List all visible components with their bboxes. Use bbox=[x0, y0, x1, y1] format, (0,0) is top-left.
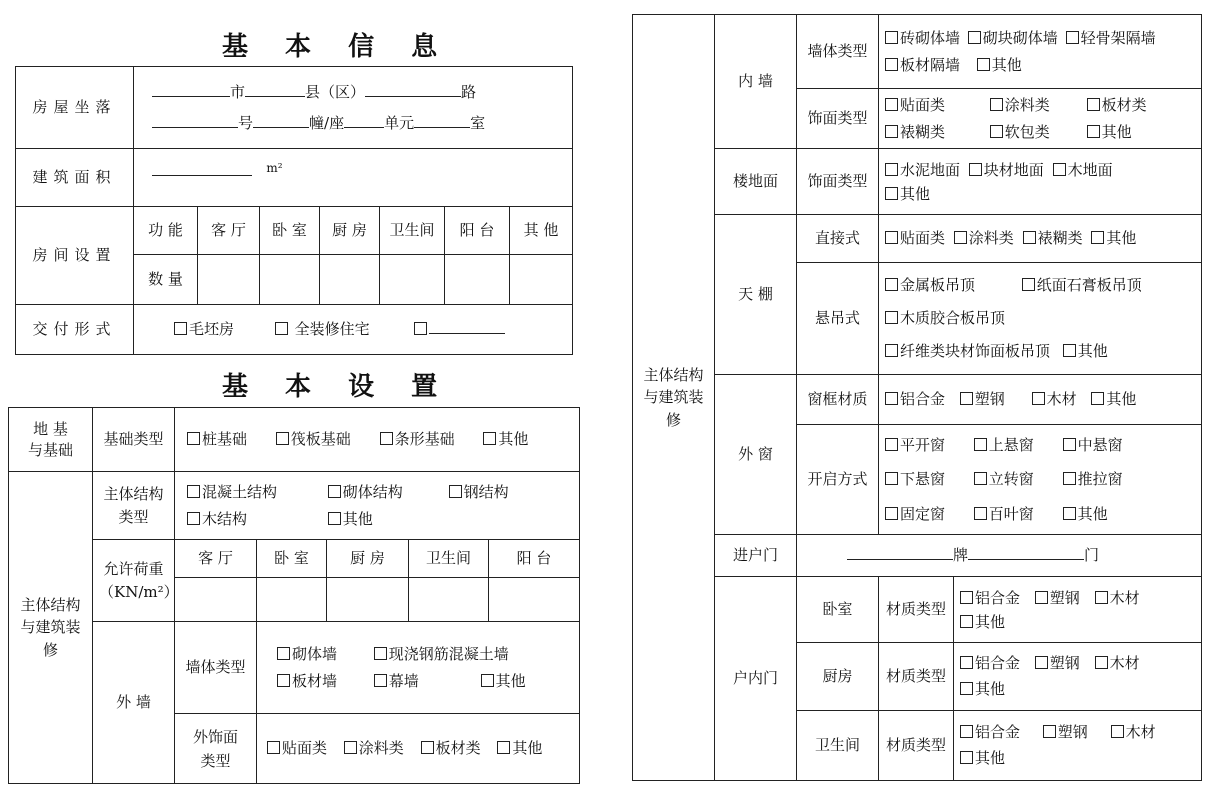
right-settings-table bbox=[632, 14, 1202, 781]
open-option[interactable]: 推拉窗 bbox=[1063, 462, 1123, 497]
basic-info-table bbox=[15, 66, 573, 355]
checkbox-icon[interactable] bbox=[276, 432, 289, 445]
entry-door-field[interactable]: 牌 门 bbox=[797, 535, 1202, 577]
checkbox-icon[interactable] bbox=[885, 311, 898, 324]
load-col-header: 客 厅 bbox=[175, 540, 257, 578]
checkbox-icon[interactable] bbox=[1035, 656, 1048, 669]
entry-door-label: 进户门 bbox=[715, 535, 797, 577]
bathroom-material-label: 材质类型 bbox=[879, 711, 954, 781]
area-label: 建筑面积 bbox=[16, 149, 134, 207]
rooms-header-cell: 客 厅 bbox=[198, 207, 260, 255]
checkbox-icon[interactable] bbox=[1063, 344, 1076, 357]
checkbox-icon[interactable] bbox=[960, 725, 973, 738]
bedroom-door-options bbox=[954, 577, 1202, 643]
checkbox-icon[interactable] bbox=[267, 741, 280, 754]
finish-option[interactable]: 贴面类 bbox=[267, 737, 327, 760]
structure-option[interactable]: 钢结构 bbox=[449, 479, 509, 505]
blank-line[interactable] bbox=[152, 111, 238, 128]
wall-type-options bbox=[257, 622, 580, 714]
checkbox-icon[interactable] bbox=[374, 674, 387, 687]
door-option[interactable]: 塑钢 bbox=[1035, 586, 1080, 610]
load-cell[interactable] bbox=[489, 578, 580, 622]
door-option[interactable]: 木材 bbox=[1095, 651, 1140, 677]
kitchen-door-options bbox=[954, 643, 1202, 711]
structure-option[interactable]: 砌体结构 bbox=[328, 479, 444, 505]
checkbox-icon[interactable] bbox=[974, 438, 987, 451]
checkbox-icon[interactable] bbox=[1087, 125, 1100, 138]
checkbox-icon[interactable] bbox=[885, 58, 898, 71]
delivery-option[interactable]: 毛坯房 bbox=[174, 318, 234, 341]
checkbox-icon[interactable] bbox=[187, 485, 200, 498]
door-option[interactable]: 铝合金 bbox=[960, 720, 1020, 746]
floor-option[interactable]: 木地面 bbox=[1053, 158, 1113, 182]
foundation-type-label: 基础类型 bbox=[93, 408, 175, 472]
checkbox-icon[interactable] bbox=[483, 432, 496, 445]
door-option[interactable]: 铝合金 bbox=[960, 651, 1020, 677]
inner-wall-label: 内 墙 bbox=[715, 15, 797, 149]
direct-option[interactable]: 其他 bbox=[1091, 227, 1136, 250]
frame-option[interactable]: 木材 bbox=[1032, 388, 1077, 411]
finish-option[interactable]: 板材类 bbox=[421, 737, 481, 760]
checkbox-icon[interactable] bbox=[1043, 725, 1056, 738]
door-option[interactable]: 木材 bbox=[1111, 720, 1156, 746]
finish-option[interactable]: 其他 bbox=[497, 737, 542, 760]
checkbox-icon[interactable] bbox=[374, 647, 387, 660]
checkbox-icon[interactable] bbox=[277, 647, 290, 660]
checkbox-icon[interactable] bbox=[885, 231, 898, 244]
blank-line[interactable] bbox=[253, 111, 309, 128]
floor-option[interactable]: 水泥地面 bbox=[885, 158, 960, 182]
structure-option[interactable]: 其他 bbox=[328, 506, 373, 532]
rooms-header-cell: 功 能 bbox=[134, 207, 198, 255]
checkbox-icon[interactable] bbox=[990, 125, 1003, 138]
open-option[interactable]: 其他 bbox=[1063, 497, 1108, 532]
suspended-option[interactable]: 纸面石膏板吊顶 bbox=[1022, 269, 1142, 302]
open-option[interactable]: 中悬窗 bbox=[1063, 428, 1123, 463]
checkbox-icon[interactable] bbox=[1095, 591, 1108, 604]
wall-option[interactable]: 幕墙 bbox=[374, 668, 476, 695]
delivery-option[interactable]: 全装修住宅 bbox=[275, 318, 370, 341]
frame-option[interactable]: 塑钢 bbox=[960, 388, 1005, 411]
finish-option[interactable]: 涂料类 bbox=[344, 737, 404, 760]
rooms-label: 房间设置 bbox=[16, 207, 134, 305]
checkbox-icon[interactable] bbox=[885, 344, 898, 357]
inner-wall-option[interactable]: 轻骨架隔墙 bbox=[1066, 25, 1156, 52]
window-frame-label: 窗框材质 bbox=[797, 375, 879, 425]
open-option[interactable]: 立转窗 bbox=[974, 462, 1058, 497]
direct-option[interactable]: 裱糊类 bbox=[1023, 227, 1083, 250]
window-frame-options bbox=[879, 375, 1202, 425]
door-option[interactable]: 其他 bbox=[960, 746, 1005, 772]
inner-finish-type-label: 饰面类型 bbox=[797, 89, 879, 149]
load-cell[interactable] bbox=[327, 578, 409, 622]
area-field[interactable]: m² bbox=[134, 149, 573, 207]
inner-finish-option[interactable]: 软包类 bbox=[990, 119, 1082, 146]
load-col-header: 阳 台 bbox=[489, 540, 580, 578]
checkbox-icon[interactable] bbox=[481, 674, 494, 687]
direct-ceiling-options bbox=[879, 215, 1202, 263]
checkbox-icon[interactable] bbox=[1063, 507, 1076, 520]
checkbox-icon[interactable] bbox=[960, 656, 973, 669]
checkbox-icon[interactable] bbox=[885, 278, 898, 291]
foundation-option[interactable]: 桩基础 bbox=[187, 428, 247, 451]
load-col-header: 卫生间 bbox=[409, 540, 489, 578]
checkbox-icon[interactable] bbox=[414, 322, 427, 335]
location-label: 房屋坐落 bbox=[16, 67, 134, 149]
bathroom-door-options bbox=[954, 711, 1202, 781]
checkbox-icon[interactable] bbox=[974, 507, 987, 520]
door-option[interactable]: 塑钢 bbox=[1035, 651, 1080, 677]
checkbox-icon[interactable] bbox=[1023, 231, 1036, 244]
checkbox-icon[interactable] bbox=[1022, 278, 1035, 291]
door-option[interactable]: 木材 bbox=[1095, 586, 1140, 610]
checkbox-icon[interactable] bbox=[885, 31, 898, 44]
blank-line[interactable] bbox=[847, 543, 953, 560]
rooms-header-cell: 卫生间 bbox=[380, 207, 445, 255]
inner-finish-option[interactable]: 其他 bbox=[1087, 119, 1132, 146]
checkbox-icon[interactable] bbox=[1091, 392, 1104, 405]
blank-line[interactable] bbox=[152, 159, 252, 176]
inner-wall-options bbox=[879, 15, 1202, 89]
exterior-finish-label: 外饰面 类型 bbox=[175, 714, 257, 784]
checkbox-icon[interactable] bbox=[885, 187, 898, 200]
checkbox-icon[interactable] bbox=[275, 322, 288, 335]
checkbox-icon[interactable] bbox=[954, 231, 967, 244]
structure-option[interactable]: 木结构 bbox=[187, 506, 323, 532]
allowed-load-label: 允许荷重 （KN/m²） bbox=[93, 540, 175, 622]
checkbox-icon[interactable] bbox=[990, 98, 1003, 111]
open-option[interactable]: 下悬窗 bbox=[885, 462, 969, 497]
rooms-header-cell: 厨 房 bbox=[320, 207, 380, 255]
checkbox-icon[interactable] bbox=[969, 163, 982, 176]
checkbox-icon[interactable] bbox=[885, 98, 898, 111]
checkbox-icon[interactable] bbox=[1063, 438, 1076, 451]
checkbox-icon[interactable] bbox=[1091, 231, 1104, 244]
bathroom-door-label: 卫生间 bbox=[797, 711, 879, 781]
wall-type-label: 墙体类型 bbox=[175, 622, 257, 714]
checkbox-icon[interactable] bbox=[960, 591, 973, 604]
ceiling-label: 天 棚 bbox=[715, 215, 797, 375]
door-option[interactable]: 铝合金 bbox=[960, 586, 1020, 610]
checkbox-icon[interactable] bbox=[187, 432, 200, 445]
inner-wall-option[interactable]: 板材隔墙 bbox=[885, 52, 960, 79]
checkbox-icon[interactable] bbox=[885, 163, 898, 176]
bedroom-door-label: 卧室 bbox=[797, 577, 879, 643]
checkbox-icon[interactable] bbox=[1095, 656, 1108, 669]
floor-option[interactable]: 其他 bbox=[885, 182, 930, 206]
checkbox-icon[interactable] bbox=[885, 392, 898, 405]
checkbox-icon[interactable] bbox=[328, 485, 341, 498]
blank-line[interactable] bbox=[414, 111, 470, 128]
open-option[interactable]: 百叶窗 bbox=[974, 497, 1058, 532]
foundation-options bbox=[175, 408, 580, 472]
open-option[interactable]: 平开窗 bbox=[885, 428, 969, 463]
load-col-header: 卧 室 bbox=[257, 540, 327, 578]
checkbox-icon[interactable] bbox=[449, 485, 462, 498]
blank-line[interactable] bbox=[152, 80, 230, 97]
checkbox-icon[interactable] bbox=[885, 507, 898, 520]
inner-wall-option[interactable]: 砌块砌体墙 bbox=[968, 25, 1058, 52]
suspended-option[interactable]: 纤维类块材饰面板吊顶 bbox=[885, 335, 1050, 368]
rooms-header-cell: 其 他 bbox=[510, 207, 573, 255]
wall-option[interactable]: 砌体墙 bbox=[277, 641, 369, 668]
wall-option[interactable]: 板材墙 bbox=[277, 668, 369, 695]
checkbox-icon[interactable] bbox=[1053, 163, 1066, 176]
checkbox-icon[interactable] bbox=[421, 741, 434, 754]
qty-cell[interactable] bbox=[380, 255, 445, 305]
foundation-label: 地 基 与基础 bbox=[9, 408, 93, 472]
checkbox-icon[interactable] bbox=[885, 472, 898, 485]
checkbox-icon[interactable] bbox=[187, 512, 200, 525]
floor-option[interactable]: 块材地面 bbox=[969, 158, 1044, 182]
floor-finish-type-label: 饰面类型 bbox=[797, 149, 879, 215]
wall-option[interactable]: 其他 bbox=[481, 668, 526, 695]
frame-option[interactable]: 其他 bbox=[1091, 388, 1136, 411]
suspended-ceiling-options bbox=[879, 263, 1202, 375]
foundation-option[interactable]: 其他 bbox=[483, 428, 528, 451]
checkbox-icon[interactable] bbox=[885, 438, 898, 451]
structure-type-label: 主体结构 类型 bbox=[93, 472, 175, 540]
checkbox-icon[interactable] bbox=[1066, 31, 1079, 44]
floor-options bbox=[879, 149, 1202, 215]
delivery-label: 交付形式 bbox=[16, 305, 134, 355]
load-col-header: 厨 房 bbox=[327, 540, 409, 578]
window-opening-label: 开启方式 bbox=[797, 425, 879, 535]
checkbox-icon[interactable] bbox=[968, 31, 981, 44]
open-option[interactable]: 固定窗 bbox=[885, 497, 969, 532]
inner-finish-options bbox=[879, 89, 1202, 149]
suspended-option[interactable]: 木质胶合板吊顶 bbox=[885, 302, 1005, 335]
checkbox-icon[interactable] bbox=[974, 472, 987, 485]
qty-cell[interactable] bbox=[510, 255, 573, 305]
main-structure-label: 主体结构 与建筑装 修 bbox=[9, 472, 93, 784]
inner-finish-option[interactable]: 裱糊类 bbox=[885, 119, 985, 146]
checkbox-icon[interactable] bbox=[1035, 591, 1048, 604]
suspended-option[interactable]: 金属板吊顶 bbox=[885, 269, 1017, 302]
checkbox-icon[interactable] bbox=[1032, 392, 1045, 405]
structure-option[interactable]: 混凝土结构 bbox=[187, 479, 323, 505]
direct-option[interactable]: 贴面类 bbox=[885, 227, 945, 250]
inner-finish-option[interactable]: 涂料类 bbox=[990, 92, 1082, 119]
qty-cell[interactable] bbox=[445, 255, 510, 305]
inner-wall-option[interactable]: 其他 bbox=[977, 52, 1022, 79]
checkbox-icon[interactable] bbox=[1063, 472, 1076, 485]
exterior-finish-options bbox=[257, 714, 580, 784]
inner-wall-option[interactable]: 砖砌体墙 bbox=[885, 25, 960, 52]
foundation-option[interactable]: 筏板基础 bbox=[276, 428, 351, 451]
door-option[interactable]: 塑钢 bbox=[1043, 720, 1088, 746]
exterior-wall-label: 外 墙 bbox=[93, 622, 175, 784]
rooms-header-cell: 阳 台 bbox=[445, 207, 510, 255]
blank-line[interactable] bbox=[365, 80, 461, 97]
load-cell[interactable] bbox=[175, 578, 257, 622]
checkbox-icon[interactable] bbox=[960, 682, 973, 695]
checkbox-icon[interactable] bbox=[1087, 98, 1100, 111]
blank-line[interactable] bbox=[344, 111, 384, 128]
bedroom-material-label: 材质类型 bbox=[879, 577, 954, 643]
wall-option[interactable]: 现浇钢筋混凝土墙 bbox=[374, 641, 509, 668]
kitchen-material-label: 材质类型 bbox=[879, 643, 954, 711]
door-option[interactable]: 其他 bbox=[960, 677, 1005, 703]
checkbox-icon[interactable] bbox=[960, 392, 973, 405]
direct-ceiling-label: 直接式 bbox=[797, 215, 879, 263]
qty-cell[interactable] bbox=[260, 255, 320, 305]
inner-door-label: 户内门 bbox=[715, 577, 797, 781]
blank-line[interactable] bbox=[429, 317, 505, 334]
checkbox-icon[interactable] bbox=[1111, 725, 1124, 738]
rooms-qty-label: 数 量 bbox=[134, 255, 198, 305]
door-option[interactable]: 其他 bbox=[960, 610, 1005, 634]
kitchen-door-label: 厨房 bbox=[797, 643, 879, 711]
foundation-option[interactable]: 条形基础 bbox=[380, 428, 455, 451]
checkbox-icon[interactable] bbox=[960, 751, 973, 764]
delivery-other-option[interactable] bbox=[414, 317, 505, 341]
suspended-ceiling-label: 悬吊式 bbox=[797, 263, 879, 375]
checkbox-icon[interactable] bbox=[328, 512, 341, 525]
suspended-option[interactable]: 其他 bbox=[1063, 335, 1108, 368]
basic-settings-table bbox=[8, 407, 580, 784]
checkbox-icon[interactable] bbox=[497, 741, 510, 754]
qty-cell[interactable] bbox=[320, 255, 380, 305]
checkbox-icon[interactable] bbox=[344, 741, 357, 754]
delivery-options bbox=[134, 305, 573, 355]
basic-info-title: 基 本 信 息 bbox=[222, 32, 452, 62]
direct-option[interactable]: 涂料类 bbox=[954, 227, 1014, 250]
floor-label: 楼地面 bbox=[715, 149, 797, 215]
blank-line[interactable] bbox=[245, 80, 305, 97]
open-option[interactable]: 上悬窗 bbox=[974, 428, 1058, 463]
checkbox-icon[interactable] bbox=[977, 58, 990, 71]
blank-line[interactable] bbox=[968, 543, 1084, 560]
rooms-header-cell: 卧 室 bbox=[260, 207, 320, 255]
inner-wall-type-label: 墙体类型 bbox=[797, 15, 879, 89]
window-opening-options bbox=[879, 425, 1202, 535]
inner-finish-option[interactable]: 贴面类 bbox=[885, 92, 985, 119]
checkbox-icon[interactable] bbox=[277, 674, 290, 687]
checkbox-icon[interactable] bbox=[380, 432, 393, 445]
load-cell[interactable] bbox=[409, 578, 489, 622]
exterior-window-label: 外 窗 bbox=[715, 375, 797, 535]
checkbox-icon[interactable] bbox=[174, 322, 187, 335]
load-cell[interactable] bbox=[257, 578, 327, 622]
location-field[interactable]: 市 县（区） 路 号 幢/座 单元 室 bbox=[134, 67, 573, 149]
checkbox-icon[interactable] bbox=[960, 615, 973, 628]
qty-cell[interactable] bbox=[198, 255, 260, 305]
checkbox-icon[interactable] bbox=[885, 125, 898, 138]
frame-option[interactable]: 铝合金 bbox=[885, 388, 945, 411]
inner-finish-option[interactable]: 板材类 bbox=[1087, 92, 1147, 119]
basic-settings-title: 基 本 设 置 bbox=[222, 372, 452, 402]
right-main-label: 主体结构 与建筑装 修 bbox=[633, 15, 715, 781]
structure-options bbox=[175, 472, 580, 540]
